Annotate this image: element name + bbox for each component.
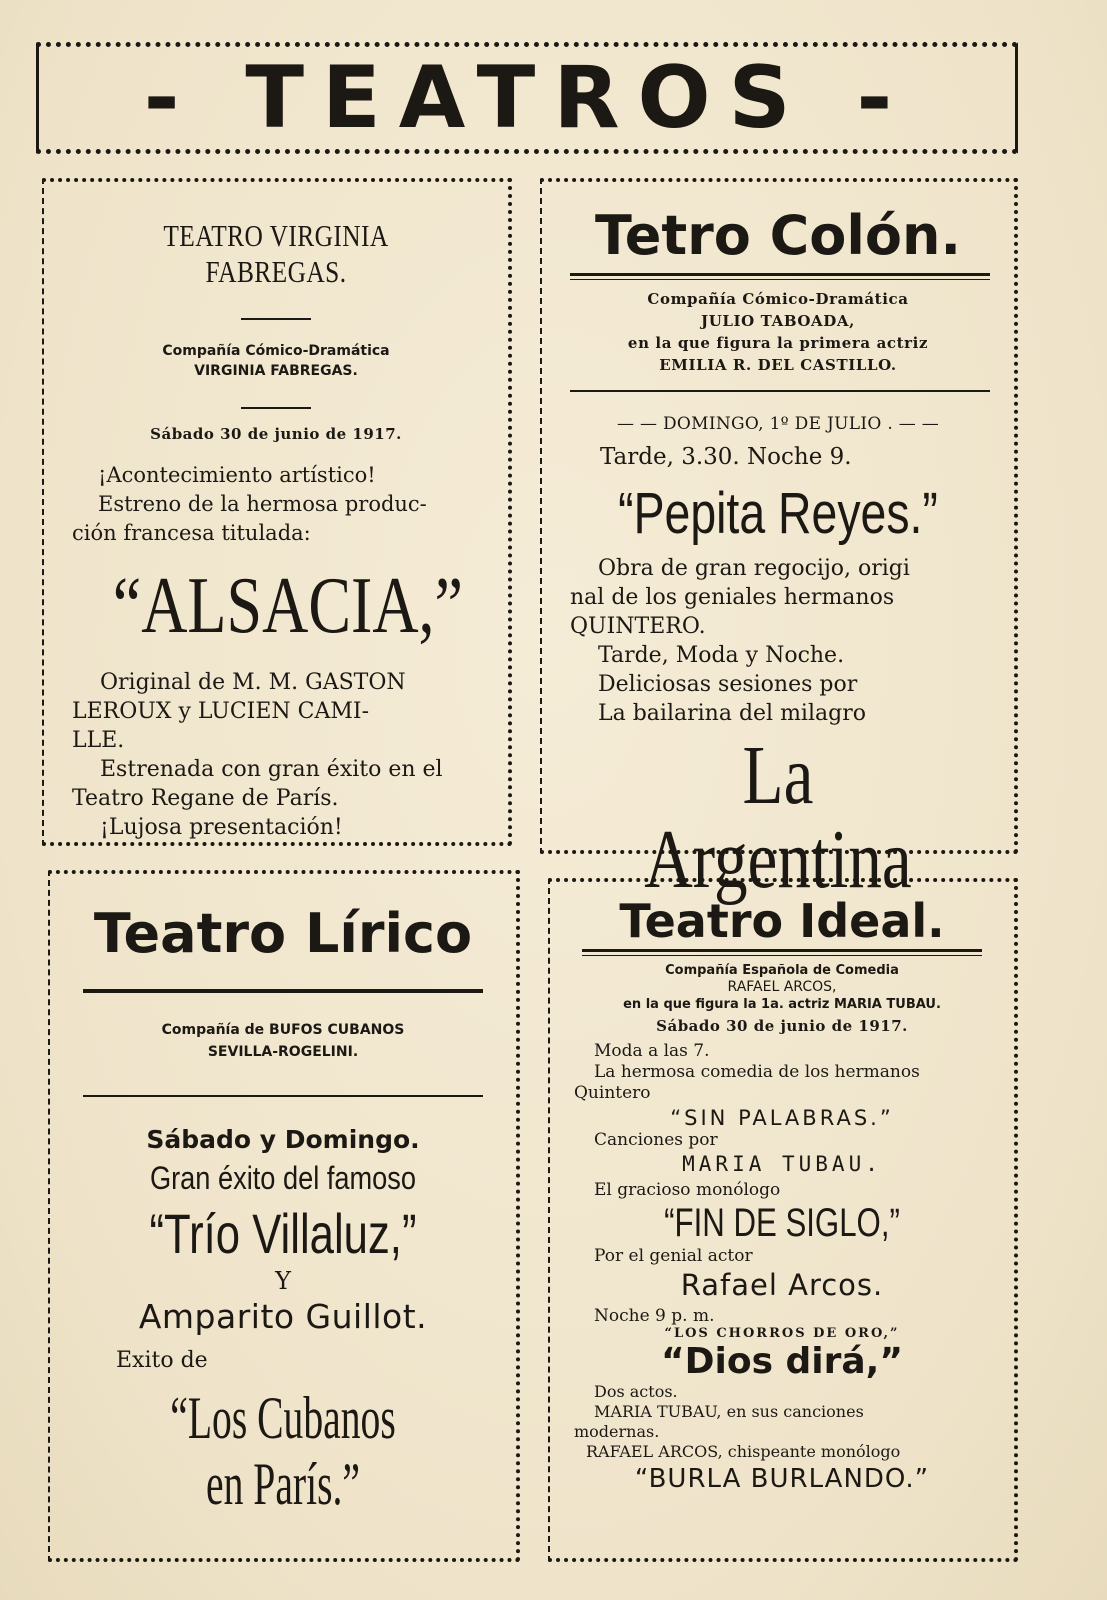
performance-date: Sábado 30 de junio de 1917. (150, 425, 402, 444)
company-subtitle: “LOS CHORROS DE ORO,” (664, 1325, 900, 1341)
body-line: Estrenada con gran éxito en el (100, 757, 443, 783)
program-line: MARIA TUBAU, en sus canciones (594, 1401, 864, 1421)
star-name: La Argentina (644, 729, 912, 907)
play-title: “SIN PALABRAS.” (670, 1105, 894, 1130)
body-line: La bailarina del milagro (598, 701, 866, 727)
body-line: Deliciosas sesiones por (598, 672, 858, 698)
divider (83, 1095, 483, 1097)
exito-line: Exito de (116, 1347, 208, 1373)
program-line: Dos actos. (594, 1381, 678, 1401)
company-line: Compañía Española de Comedia (665, 962, 899, 978)
theater-name: Teatro Lírico (93, 902, 473, 965)
company-line: Compañía de BUFOS CUBANOS (161, 1022, 405, 1039)
ad-teatro-lirico (48, 870, 520, 1562)
act-name: “Trío Villaluz,” (149, 1202, 417, 1266)
company-director: JULIO TABOADA, (701, 312, 855, 331)
body-line: Original de M. M. GASTON (100, 670, 406, 696)
section-header-banner (36, 42, 1018, 154)
intro-line: ción francesa titulada: (72, 521, 311, 546)
singer-name: MARIA TUBAU. (682, 1151, 882, 1176)
monologue-title: “BURLA BURLANDO.” (634, 1463, 930, 1494)
body-line: LLE. (72, 728, 125, 754)
theater-name: Tetro Colón. (595, 204, 961, 267)
play-title: “Dios dirá,” (660, 1340, 904, 1382)
body-line: LEROUX y LUCIEN CAMI- (72, 699, 370, 725)
company-line: en la que figura la 1a. actriz MARIA TUBAU. (623, 996, 941, 1012)
company-line: Compañía Cómico-Dramática (647, 290, 909, 309)
company-actress: EMILIA R. DEL CASTILLO. (659, 356, 897, 375)
program-line: Por el genial actor (594, 1245, 753, 1266)
divider (241, 318, 311, 320)
divider (241, 407, 311, 409)
section-title: - TEATROS - (143, 48, 911, 148)
ad-teatro-colon (540, 178, 1018, 907)
body-line: QUINTERO. (570, 614, 706, 640)
body-line: ¡Lujosa presentación! (100, 815, 343, 841)
intro-line: ¡Acontecimiento artístico! (98, 463, 376, 488)
company-director: RAFAEL ARCOS, (727, 978, 837, 995)
double-rule (582, 949, 982, 956)
performer-name: Amparito Guillot. (138, 1296, 428, 1336)
body-line: Teatro Regane de París. (72, 786, 339, 812)
performance-date: Sábado 30 de junio de 1917. (656, 1016, 908, 1035)
double-rule (570, 273, 990, 280)
body-line: Tarde, Moda y Noche. (598, 643, 845, 669)
body-line: nal de los geniales hermanos (570, 585, 895, 611)
play-title: “Pepita Reyes.” (618, 481, 938, 547)
theater-name: TEATRO VIRGINIA FABREGAS. (163, 218, 389, 289)
company-line: en la que figura la primera actriz (627, 334, 929, 353)
program-line: El gracioso monólogo (594, 1179, 781, 1200)
play-title: “ALSACIA,” (112, 562, 463, 651)
program-line: Canciones por (594, 1129, 718, 1150)
success-line: Gran éxito del famoso (149, 1160, 417, 1197)
program-line: La hermosa comedia de los hermanos (594, 1061, 920, 1082)
monologue-title: “FIN DE SIGLO,” (664, 1200, 900, 1245)
show-times: Tarde, 3.30. Noche 9. (600, 444, 852, 471)
intro-line: Estreno de la hermosa produc- (98, 492, 427, 517)
play-title: “Los Cubanos en París.” (170, 1384, 396, 1517)
company-name: SEVILLA-ROGELINI. (207, 1044, 359, 1061)
actor-name: Rafael Arcos. (680, 1267, 884, 1302)
body-line: Obra de gran regocijo, origi (598, 556, 910, 582)
company-name: VIRGINIA FABREGAS. (194, 362, 358, 379)
performance-date: — — DOMINGO, 1º DE JULIO . — — (616, 414, 940, 435)
ad-teatro-ideal (548, 878, 1018, 1562)
program-line: RAFAEL ARCOS, chispeante monólogo (586, 1441, 901, 1461)
company-line: Compañía Cómico-Dramática (162, 343, 390, 359)
divider (570, 390, 990, 392)
conjunction: Y (275, 1266, 291, 1295)
divider (83, 989, 483, 993)
show-days: Sábado y Domingo. (146, 1125, 420, 1155)
program-line: modernas. (574, 1421, 660, 1441)
program-line: Noche 9 p. m. (594, 1305, 715, 1326)
program-line: Moda a las 7. (594, 1040, 710, 1061)
ad-teatro-virginia-fabregas (42, 178, 512, 846)
program-line: Quintero (574, 1082, 651, 1103)
theater-name: Teatro Ideal. (619, 894, 945, 948)
